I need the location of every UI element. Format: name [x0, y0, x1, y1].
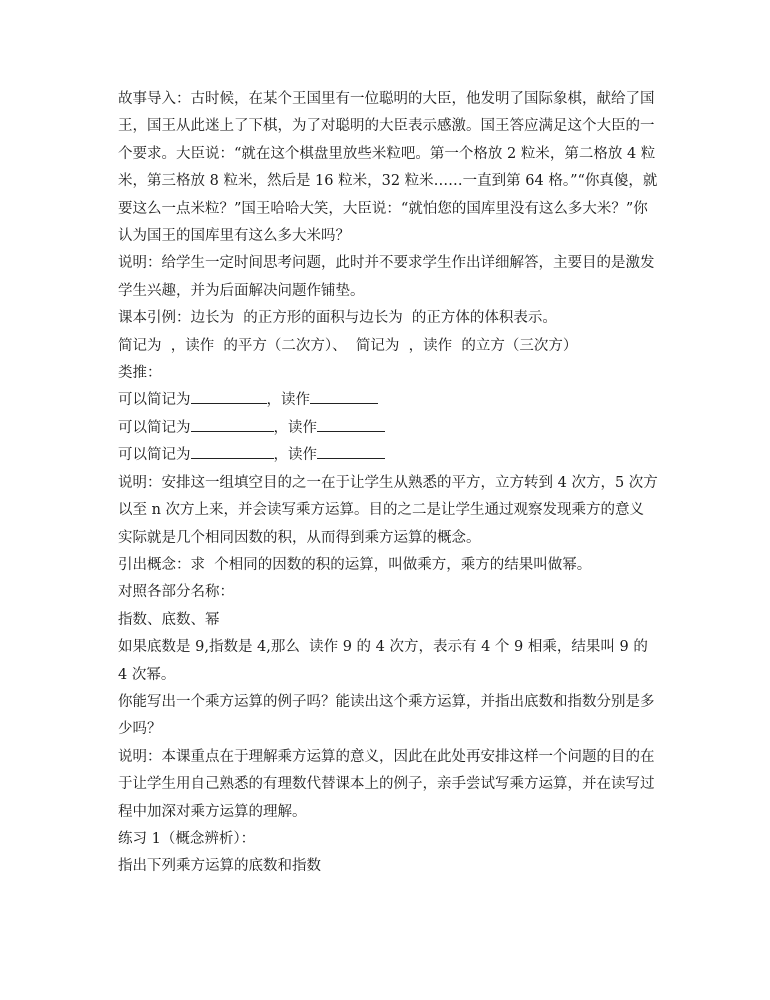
- question-paragraph: 你能写出一个乘方运算的例子吗？能读出这个乘方运算，并指出底数和指数分别是多少吗？: [118, 693, 655, 738]
- fill-row-middle: ，读作: [273, 447, 317, 464]
- fill-row-prefix: 可以简记为: [118, 392, 191, 409]
- fill-row-middle: ，读作: [273, 419, 317, 436]
- fill-row-prefix: 可以简记为: [118, 419, 191, 436]
- note-paragraph-2: 说明：安排这一组填空目的之一在于让学生从熟悉的平方，立方转到 4 次方，5 次方以至 n 次方上来，并会读写乘方运算。目的之二是让学生通过观察发现乘方的意义实际就是几个相同因数的积，从而得到乘方运算的概念。: [118, 474, 658, 546]
- fill-row-1: [118, 387, 658, 414]
- instruction-line: 指出下列乘方运算的底数和指数: [118, 858, 321, 875]
- fill-blank: [317, 416, 385, 432]
- fill-blank: [191, 388, 267, 404]
- example-paragraph: 课本引例：边长为 的正方形的面积与边长为 的正方体的体积表示。: [118, 310, 557, 327]
- concept-paragraph: 引出概念：求 个相同的因数的积的运算，叫做乘方，乘方的结果叫做幂。: [118, 556, 592, 573]
- fill-blank: [191, 443, 274, 459]
- fill-blank: [310, 388, 378, 404]
- fill-blank: [317, 443, 385, 459]
- notation-paragraph: 简记为 ，读作 的平方（二次方）、 简记为 ，读作 的立方（三次方）: [118, 337, 578, 354]
- document-page: [118, 86, 658, 881]
- terms-line: 指数、底数、幂: [118, 611, 220, 628]
- story-paragraph: 故事导入：古时候，在某个王国里有一位聪明的大臣，他发明了国际象棋，献给了国王，国王从此迷上了下棋，为了对聪明的大臣表示感激。国王答应满足这个大臣的一个要求。大臣说：“就在这个棋盘里放些米粒吧。第一个格放 2 粒米，第二格放 4 粒米，第三格放 8 粒米，然后是 16 粒米，32 粒米……一直到第 64 格。”“你真傻，就要这么一点米粒？”国王哈哈大笑，大臣说：“就怕您的国库里没有这么多大米？”你认为国王的国库里有这么多大米吗？: [118, 91, 658, 245]
- analogy-heading: 类推：: [118, 365, 162, 382]
- fill-row-2: [118, 415, 658, 442]
- fill-row-3: [118, 442, 658, 469]
- note-paragraph-1: 说明：给学生一定时间思考问题，此时并不要求学生作出详细解答，主要目的是激发学生兴趣，并为后面解决问题作铺垫。: [118, 255, 655, 299]
- exercise-heading: 练习 1（概念辨析）：: [118, 830, 256, 847]
- fill-blank: [191, 416, 274, 432]
- fill-row-prefix: 可以简记为: [118, 447, 191, 464]
- fill-row-middle: ，读作: [266, 392, 310, 409]
- compare-heading: 对照各部分名称：: [118, 584, 234, 601]
- note-paragraph-3: 说明：本课重点在于理解乘方运算的意义，因此在此处再安排这样一个问题的目的在于让学生用自己熟悉的有理数代替课本上的例子，亲手尝试写乘方运算，并在读写过程中加深对乘方运算的理解。: [118, 748, 655, 820]
- base-example-paragraph: 如果底数是 9,指数是 4,那么 读作 9 的 4 次方，表示有 4 个 9 相乘，结果叫 9 的 4 次幂。: [118, 639, 653, 683]
